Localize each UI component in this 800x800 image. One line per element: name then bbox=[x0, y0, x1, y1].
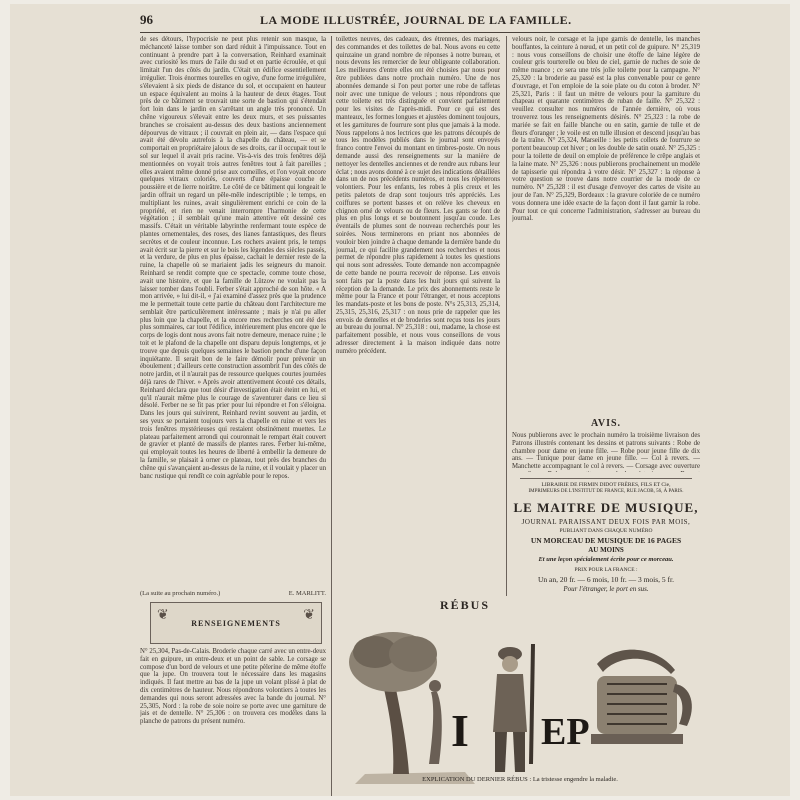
page-number: 96 bbox=[140, 12, 153, 27]
ad-subtitle: JOURNAL PARAISSANT DEUX FOIS PAR MOIS, bbox=[521, 518, 691, 526]
masthead: LA MODE ILLUSTRÉE, JOURNAL DE LA FAMILLE. bbox=[260, 13, 572, 27]
page-header bbox=[140, 12, 700, 33]
ad-abroad: Pour l'étranger, le port en sus. bbox=[563, 585, 649, 593]
publisher-line: LIBRAIRIE DE FIRMIN DIDOT FRÈRES, FILS ET Cie, bbox=[541, 482, 671, 488]
ad-frequency: PUBLIANT DANS CHAQUE NUMÉRO bbox=[559, 528, 653, 534]
hunter-figure bbox=[493, 644, 535, 772]
renseignements-title: RENSEIGNEMENTS bbox=[191, 619, 281, 628]
continuation-note: (La suite au prochain numéro.) bbox=[140, 590, 221, 597]
rebus-letter-1: I bbox=[451, 705, 469, 756]
avis-text: Nous publierons avec le prochain numéro la troisième livraison des Patrons illustrés contenant les dessins et patrons suivants : Robe de chambre pour dame en jeune fille. — Robe pour jeune fille de dix ans. — Tunique pour dame en jeune fille. — Col à revers. — Manchette accompagnant le col à revers. — Corsage avec ouverture bbox=[512, 432, 700, 471]
ad-offer-line1: UN MORCEAU DE MUSIQUE DE 16 PAGES bbox=[530, 536, 682, 545]
ornament-right-icon: ❦ bbox=[303, 608, 315, 623]
author-attribution: E. MARLITT. bbox=[288, 590, 326, 597]
rebus-letter-2: EP bbox=[541, 711, 590, 753]
bellows-machine bbox=[591, 650, 692, 744]
ad-prices: Un an, 20 fr. — 6 mois, 10 fr. — 3 mois, 5 fr. bbox=[537, 575, 675, 584]
ad-offer-line3: Et une leçon spécialement écrite pour ce morceau. bbox=[538, 556, 674, 563]
ad-title: LE MAITRE DE MUSIQUE, bbox=[513, 500, 699, 515]
ad-top-rule bbox=[520, 478, 692, 479]
renseignements-banner bbox=[150, 602, 322, 644]
article-column-3: velours noir, le corsage et la jupe garnis de dentelle, les manches bouffantes, la ceinture à nœud, et un petit col de guipure. N° 25,319 : nous vous conseillons de choisir une étoffe de laine légère de couleur gris tourterelle ou bleu de ciel, garnie de ruches de soie de même nuance ; ce sera une très jolie toilette pour la campagne. N° 25,320 : la broderie au passé est la plus convenable pour ce genre d'ouvrage, et l'on emploie de la soie plate ou du coton à broder. N° 25,321, Paris : il faut un mètre de velours pour la garniture du chapeau et quarante centimètres de ruban de faille. N° 25,322 : veuillez consulter nos numéros de l'année dernière, où vous trouverez tous les renseignements désirés. N° 25,323 : la robe de mariée se fait en faille blanche ou en satin, garnie de tulle et de fleurs d'oranger ; le voile est en tulle illusion et descend jusqu'au bas de la traîne. N° 25,324, Marseille : les petits collets de fourrure se portent beaucoup cet hiver ; on les double de satin ouaté. N° 25,325 : pour la toilette de deuil on emploie de préférence le crêpe anglais et la laine mate. N° 25,326 : nous publierons prochainement un modèle de tapisserie qui répondra à votre désir. N° 25,327 : la réponse à votre question se trouve dans notre courrier de la mode de ce numéro. N° 25,328 : il est d'usage d'envoyer des cartes de visite au jour de l'an. N° 25,329, Bordeaux : la gravure coloriée de ce numéro vous donnera une idée exacte de la façon dont il faut garnir la robe. Pour tout ce qui concerne l'administration, s'adresser au bureau du journal. bbox=[512, 36, 700, 223]
article-column-2: toilettes neuves, des cadeaux, des étrennes, des mariages, des commandes et des toilettes de bal. Nous avons eu cette quinzaine un grand nombre de réponses à notre bureau, et nous devons les remercier de leur obligeante collaboration. Les meilleures d'entre elles ont été choisies par nous pour être publiées dans notre prochain numéro. Une de nos abonnées demande si l'on peut porter une robe de taffetas noir avec une tunique de velours ; nous répondrons que cette toilette est très distinguée et convient parfaitement pour les visites de l'après-midi. Pour ce qui est des manteaux, les formes longues et ajustées dominent toujours, et les garnitures de fourrure sont plus que jamais à la mode. Nous rappelons à nos lectrices que les patrons découpés de tous les modèles publiés dans le journal sont envoyés franco contre l'envoi du montant en timbres-poste. On nous demande aussi des renseignements sur la manière de nettoyer les dentelles anciennes et de rendre aux rubans leur éclat ; nous avons donné à ce sujet des indications détaillées dans un de nos précédents numéros, et nous les répéterons volontiers. Pour les enfants, les robes à plis creux et les petits paletots de drap sont toujours très appréciés. Les coiffures se portent basses et on relève les cheveux en chignon orné de velours ou de fleurs. Les gants se font de plus en plus longs et se boutonnent jusqu'au coude. Les éventails de plumes sont de nouveau recherchés pour les soirées. Nous terminerons en priant nos abonnées de vouloir bien joindre à chaque demande la dernière bande du journal, ce qui facilite grandement nos recherches et nous permet de répondre plus rapidement à toutes les questions qui nous sont adressées. Toute demande non accompagnée de cette bande ne pourra recevoir de réponse. Les envois sont faits par la poste dans les huit jours qui suivent la réception de la demande. Le prix des abonnements reste le même pour la France et pour l'étranger, et nous acceptons les mandats-poste et les bons de poste. N°s 25,313, 25,314, 25,315, 25,316, 25,317 : on nous prie de rappeler que les envois de dentelles et de broderies sont reçus tous les jours au bureau du journal. N° 25,318 : oui, madame, la chose est parfaitement possible, et nous vous conseillons de vous adresser directement à la maison indiquée dans notre numéro précédent. bbox=[336, 36, 500, 355]
rebus-caption: EXPLICATION DU DERNIER RÉBUS : La tristesse engendre la maladie. bbox=[422, 776, 618, 783]
article-column-1: de ses détours, l'hypocrisie ne peut plus retenir son masque, la méchanceté laisse tomber son dard réduit à l'impuissance. Tout en continuant à prendre part à la conversation, Reinhard examinait avec curiosité les murs de l'aile du sud et en partie écroulée, et qui limitait l'un des côtés du jardin. C'était un édifice essentiellement irrégulier. Trois énormes tourelles en ogive, d'une forme irrégulière, s'élevaient à six pieds de distance du sol, et occupaient en hauteur un espace équivalent au moins à la hauteur de deux étages. Tout près de ce bâtiment se trouvait une sorte de bastion qui s'étendait fort loin dans le jardin en s'arrêtant un angle très prononcé. Un chêne vigoureux s'élevait entre les deux murs, et ses puissantes branches se croisaient au-dessus des deux bastions anciennement dépourvus de vitraux ; il couvrait en plein air, — dans l'espace qui avait été dévolu autrefois à la chapelle du château, — et se comportait en propriétaire jaloux de ses droits, car il occupait tout le sol sur lequel il avait pris racine. Vis-à-vis des trois fenêtres déjà mentionnées on voyait trois autres fenêtres tout à fait pareilles ; elles avaient même donné prise aux corneilles, et l'on voyait encore quelques vitraux coloriés, couverts d'une épaisse couche de poussière et de lierre noirâtre. Le côté de ce bâtiment qui longeait le jardin offrait un regard un pêle-mêle indescriptible ; le temps, en multipliant les ruines, avait singulièrement enrichi ce coin de la propriété, et rien ne venait interrompre l'harmonie de cette végétation ; il semblait qu'une main attentive eût dessiné ces massifs. C'était un véritable labyrinthe renfermant toute espèce de plantes ornementales, des roses, des lianes fantastiques, des fleurs secrètes et de couleur inconnue. Les rochers avaient pris, le temps avait écrit sur la pierre et sur le bois les légendes des siècles passés, et la verdure, de plus en plus épaisse, cachait le dernier reste de la ruine, la chapelle où se mariaient jadis les seigneurs du manoir. Reinhard se rendit compte que ce spectacle, comme toute chose, avait une histoire, et que la famille de Lützow ne voulait pas la laisser tomber dans l'oubli. Ferber s'était approché de son hôte. « A mon arrivée, » lui dit-il, « j'ai examiné d'assez près que la prudence me le permettait toute cette partie du château dont l'architecture me semblait être particulièrement intéressante ; mais je n'ai pu aller plus loin que la chapelle, et la encore mes recherches ont été des plus sommaires, car tout l'édifice, intérieurement plus encore que le corps de logis dont nous avons fait notre demeure, menace ruine ; le toit et le plafond de la chapelle ont disparu depuis longtemps, et je trouve que depuis quelques semaines le bastion penche d'une façon inquiétante. Il serait bon de le faire démolir pour prévenir un éboulement ; d'ailleurs cette construction assombrit l'un des côtés de notre jardin, et il n'aurait pas de ressource quelques courtes journées déjà rares de l'hiver. » Après avoir attentivement écouté ces détails, Reinhard déclara que tout désir d'investigation était éteint en lui, et qu'il n'aurait même plus le courage de s'aventurer dans ce lieu si désolé. Ferber ne se fit pas prier pour lui répondre et l'on s'éloigna. Dans les jours qui suivirent, Reinhard revint souvent au jardin, et ses yeux se portaient toujours vers la chapelle en ruine et vers les trois fenêtres mystérieuses qui restaient obstinément muettes. Le plateau parfaitement arrondi qui couronnait le rempart était couvert de gravier et planté de massifs de plantes rares. Ferber lui-même, qui employait toutes les heures de liberté à embellir la demeure de la famille, se plaisait à orner ce plateau, tout près des branches du chêne qui s'avançaient au-dessus de la ruine, et il voulait y placer un banc rustique qui rendît ce coin agréable pour le repos. bbox=[140, 36, 326, 480]
column-rule-1 bbox=[331, 36, 332, 796]
renseignements-text: N° 25,304, Pas-de-Calais. Broderie chaque carré avec un entre-deux fait en guipure, un entre-deux et un point de sable. Le corsage se compose d'un bord de velours et une petite pèlerine de même étoffe que la jupe. On trouvera tout le nécessaire dans les magasins indiqués. Il faut mettre au bas de la jupe un volant plissé à plat de dix centimètres de hauteur. Nous répondrons volontiers à toutes les demandes qui nous seront adressées avec la bande du journal. N° 25,305, Nord : la robe de soie noire se porte avec une garniture de jais et de dentelle. N° 25,306 : on trouvera ces modèles dans la planche de patrons du présent numéro. bbox=[140, 648, 326, 726]
column-rule-2 bbox=[506, 36, 507, 596]
rebus-illustration bbox=[335, 614, 700, 790]
ad-offer-line2: AU MOINS bbox=[588, 546, 624, 554]
ornament-left-icon: ❦ bbox=[157, 608, 169, 623]
printer-line: IMPRIMEURS DE L'INSTITUT DE FRANCE, RUE JACOB, 56, À PARIS. bbox=[528, 489, 684, 494]
rebus-title: RÉBUS bbox=[440, 598, 491, 612]
avis-title: AVIS. bbox=[590, 418, 622, 429]
ad-price-heading: PRIX POUR LA FRANCE : bbox=[574, 567, 638, 573]
